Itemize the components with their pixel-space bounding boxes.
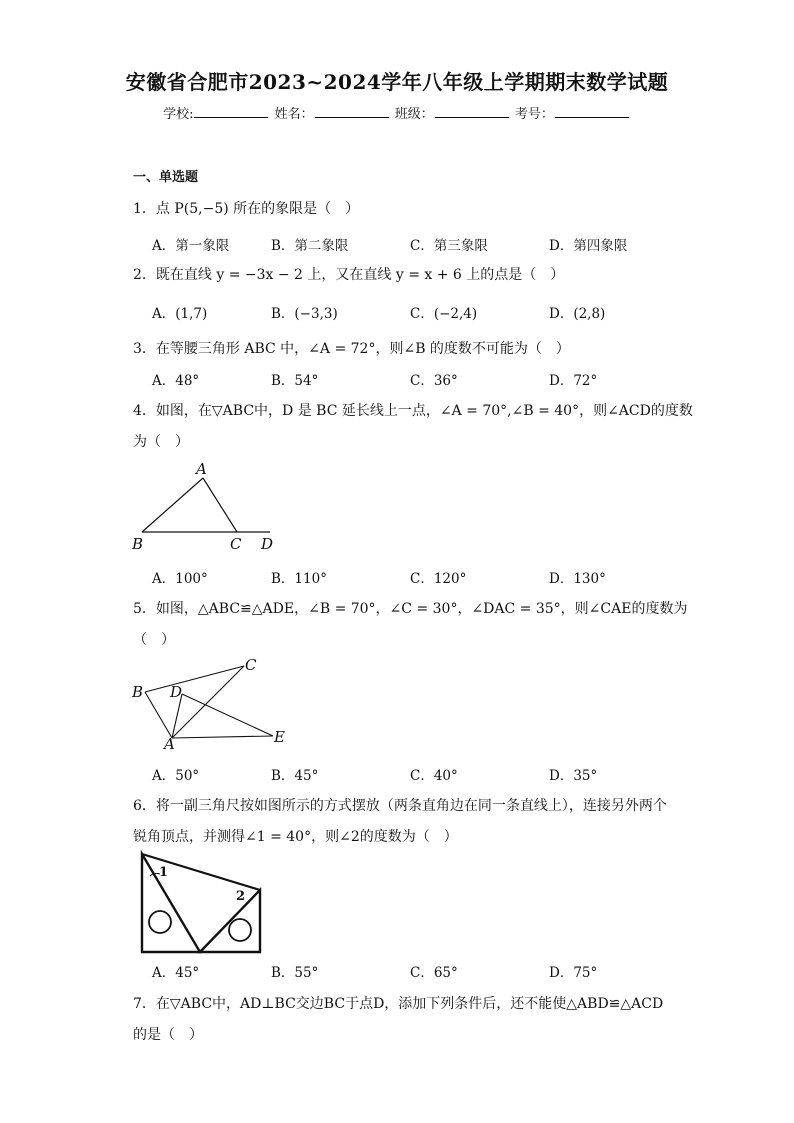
label-b: B <box>132 535 144 553</box>
question-4-stem-line1: 4．如图，在▽ABC中，D 是 BC 延长线上一点，∠A = 70°,∠B = 40°，则∠ACD的度数 <box>133 403 693 419</box>
question-5-option-d[interactable]: D．35° <box>549 768 598 784</box>
student-info-row <box>0 103 794 122</box>
name-label: 姓名： <box>274 107 314 122</box>
question-6-option-c[interactable]: C．65° <box>410 965 458 981</box>
question-3-option-d[interactable]: D．72° <box>549 373 598 389</box>
question-1-stem: 1．点 P(5,−5) 所在的象限是（ ） <box>133 201 360 217</box>
name-blank[interactable] <box>315 105 389 118</box>
question-2-stem: 2．既在直线 y = −3x − 2 上，又在直线 y = x + 6 上的点是（ ） <box>133 267 565 283</box>
segment-ac <box>172 666 244 738</box>
question-2-option-c[interactable]: C．(−2,4) <box>410 306 478 322</box>
question-7-stem-line1: 7．在▽ABC中，AD⊥BC交边BC于点D，添加下列条件后，还不能使△ABD≌△ACD <box>133 996 664 1012</box>
question-5-stem-line2: （ ） <box>133 632 175 648</box>
exam-no-blank[interactable] <box>555 105 629 118</box>
question-5-stem-line1: 5．如图，△ABC≌△ADE，∠B = 70°，∠C = 30°，∠DAC = 35°，则∠CAE的度数为 <box>133 601 688 617</box>
label-c: C <box>230 535 242 553</box>
exam-no-label: 考号： <box>514 107 554 122</box>
segment-ab <box>142 478 203 532</box>
question-1-option-c[interactable]: C．第三象限 <box>410 238 488 254</box>
question-5-option-a[interactable]: A．50° <box>152 768 200 784</box>
segment-ab <box>145 692 172 738</box>
class-blank[interactable] <box>435 105 509 118</box>
section-title: 一、单选题 <box>133 170 199 185</box>
question-1-option-a[interactable]: A．第一象限 <box>152 238 230 254</box>
question-3-option-b[interactable]: B．54° <box>271 373 319 389</box>
question-6-option-d[interactable]: D．75° <box>549 965 598 981</box>
label-c: C <box>245 656 257 674</box>
question-4-option-d[interactable]: D．130° <box>549 571 606 587</box>
segment-bc <box>145 666 244 692</box>
segment-ae <box>172 736 273 738</box>
left-ruler-hole <box>149 911 171 933</box>
question-3-option-a[interactable]: A．48° <box>152 373 200 389</box>
question-4-option-b[interactable]: B．110° <box>271 571 327 587</box>
question-6-stem-line1: 6．将一副三角尺按如图所示的方式摆放（两条直角边在同一条直线上），连接另外两个 <box>133 798 667 814</box>
question-5-figure <box>130 654 300 754</box>
class-label: 班级： <box>394 107 434 122</box>
label-d: D <box>261 535 274 553</box>
segment-ac <box>203 478 237 532</box>
question-6-option-b[interactable]: B．55° <box>271 965 319 981</box>
question-5-option-b[interactable]: B．45° <box>271 768 319 784</box>
page-title: 安徽省合肥市2023~2024学年八年级上学期期末数学试题 <box>125 70 669 94</box>
label-a: A <box>196 460 207 478</box>
school-label: 学校: <box>163 107 194 122</box>
label-b: B <box>132 683 144 701</box>
question-4-stem-line2: 为（ ） <box>133 434 189 450</box>
label-e: E <box>274 728 285 746</box>
right-ruler-hole <box>229 919 251 941</box>
angle-2-label: 2 <box>236 889 246 904</box>
question-4-figure <box>130 458 290 554</box>
question-1-option-d[interactable]: D．第四象限 <box>549 238 628 254</box>
label-d: D <box>170 683 183 701</box>
question-6-figure <box>132 850 280 956</box>
question-5-option-c[interactable]: C．40° <box>410 768 458 784</box>
question-1-option-b[interactable]: B．第二象限 <box>271 238 349 254</box>
question-2-option-b[interactable]: B．(−3,3) <box>271 306 338 322</box>
right-set-square <box>200 890 260 952</box>
question-7-stem-line2: 的是（ ） <box>133 1027 203 1043</box>
question-4-option-c[interactable]: C．120° <box>410 571 467 587</box>
question-4-option-a[interactable]: A．100° <box>152 571 208 587</box>
label-a: A <box>164 735 175 753</box>
question-3-stem: 3．在等腰三角形 ABC 中，∠A = 72°，则∠B 的度数不可能为（ ） <box>133 341 570 357</box>
question-6-option-a[interactable]: A．45° <box>152 965 200 981</box>
angle-1-label: 1 <box>159 865 169 880</box>
school-blank[interactable] <box>194 105 268 118</box>
question-6-stem-line2: 锐角顶点，并测得∠1 = 40°，则∠2的度数为（ ） <box>133 829 458 845</box>
question-2-option-a[interactable]: A．(1,7) <box>152 306 208 322</box>
question-2-option-d[interactable]: D．(2,8) <box>549 306 606 322</box>
question-3-option-c[interactable]: C．36° <box>410 373 458 389</box>
